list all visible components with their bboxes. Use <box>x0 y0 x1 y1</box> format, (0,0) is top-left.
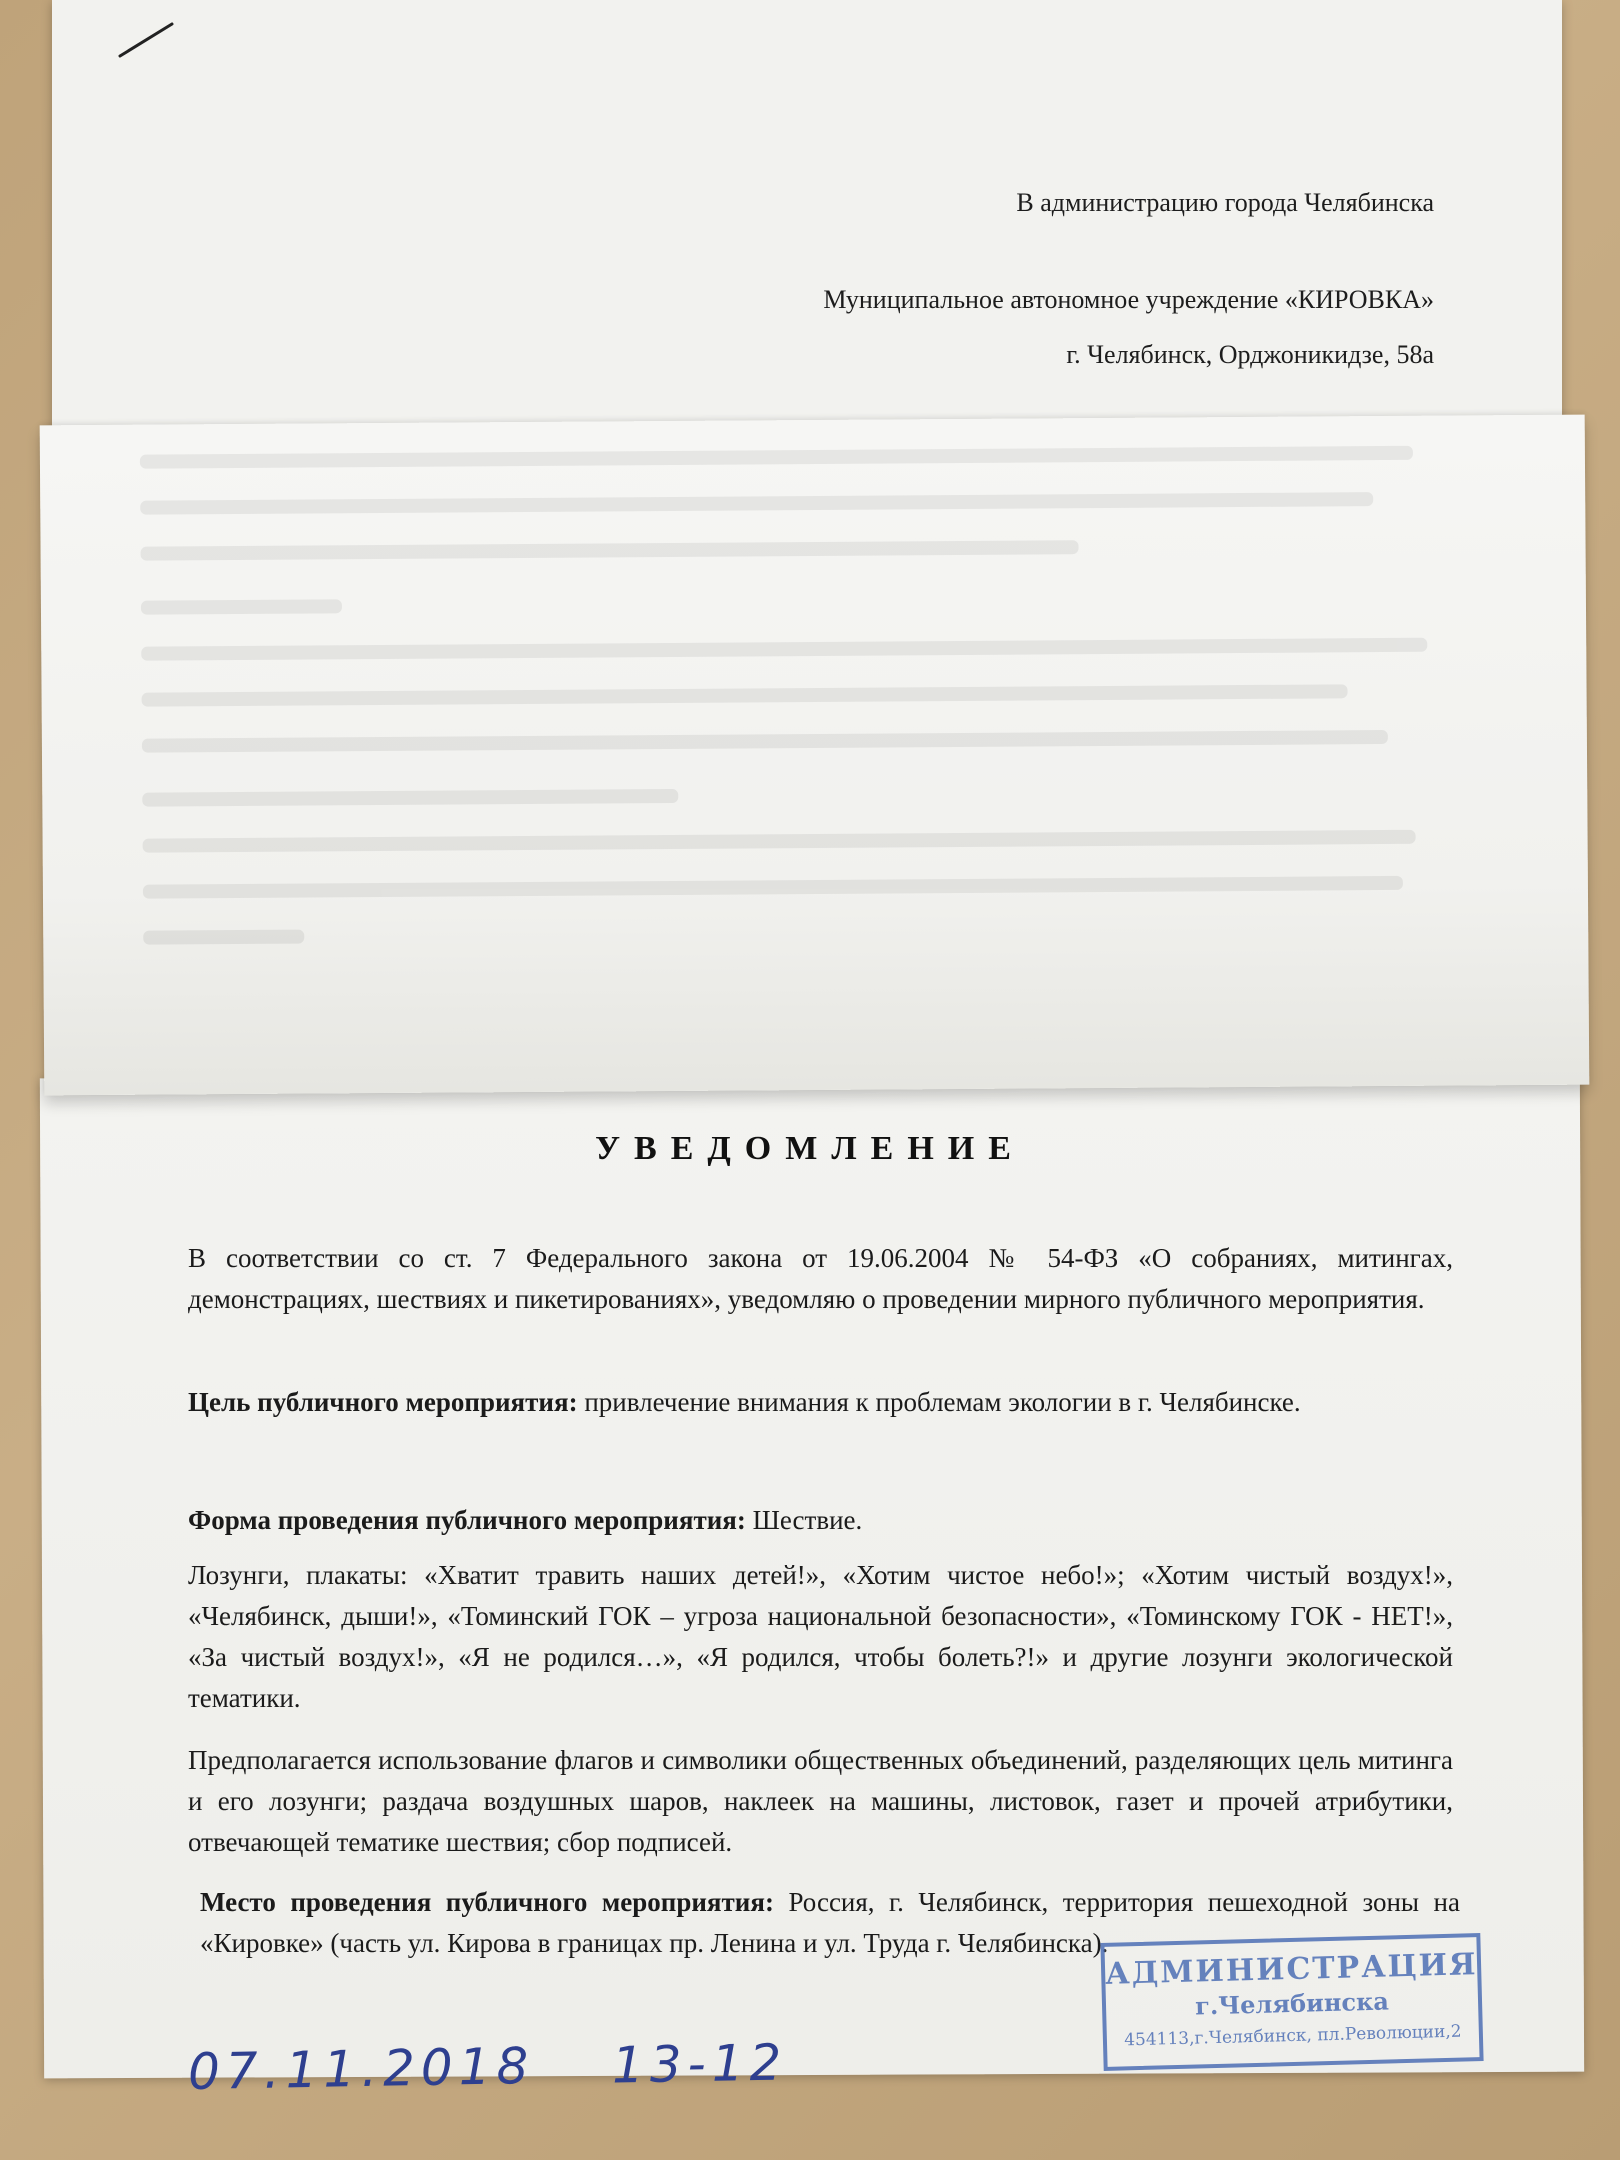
form-text: Шествие. <box>745 1505 863 1535</box>
recipient-line-2: Муниципальное автономное учреждение «КИРОВКА» <box>823 285 1434 314</box>
stamp-line-3: 454113,г.Челябинск, пл.Революции,2 <box>1123 2021 1462 2051</box>
goal-paragraph <box>188 1382 1453 1423</box>
goal-text: привлечение внимания к проблемам экологии в г. Челябинске. <box>577 1387 1301 1417</box>
show-through-text <box>140 445 1484 976</box>
usage-paragraph: Предполагается использование флагов и символики общественных объединений, разделяющих цель митинга и его лозунги; раздача воздушных шаров, наклеек на машины, листовок, газет и прочей атрибутики, отвечающей тематике шествия; сбор подписей. <box>188 1745 1453 1857</box>
handwritten-registration-number: 13-12 <box>611 2033 788 2095</box>
administration-stamp <box>1100 1933 1483 2071</box>
intro-paragraph: В соответствии со ст. 7 Федерального закона от 19.06.2004 № 54-ФЗ «О собраниях, митингах, демонстрациях, шествиях и пикетированиях», уведомляю о проведении мирного публичного мероприятия. <box>188 1243 1453 1314</box>
pen-tick-mark <box>118 20 178 60</box>
stamp-line-1: АДМИНИСТРАЦИЯ <box>1104 1947 1478 1992</box>
document-title: УВЕДОМЛЕНИЕ <box>595 1130 1025 1167</box>
recipient-address: г. Челябинск, Орджоникидзе, 58а <box>1066 340 1434 369</box>
slogans-paragraph: Лозунги, плакаты: «Хватит травить наших детей!», «Хотим чистое небо!»; «Хотим чистый воздух!», «Челябинск, дыши!», «Томинский ГОК – угроза национальной безопасности», «Томинскому ГОК - НЕТ!», «За чистый воздух!», «Я не родился…», «Я родился, чтобы болеть?!» и другие лозунги экологической тематики. <box>188 1560 1453 1713</box>
form-label: Форма проведения публичного мероприятия: <box>188 1505 746 1535</box>
place-label: Место проведения публичного мероприятия: <box>200 1887 774 1917</box>
form-paragraph <box>188 1500 1453 1541</box>
stamp-line-2: г.Челябинска <box>1194 1986 1390 2021</box>
recipient-line-1: В администрацию города Челябинска <box>1016 188 1434 217</box>
place-text: Россия, г. Челябинск, территория пешеходной зоны на «Кировке» (часть ул. Кирова в границах пр. Ленина и ул. Труда г. Челябинска). <box>200 1887 1460 1958</box>
handwritten-date: 07.11.2018 <box>187 2036 535 2102</box>
goal-label: Цель публичного мероприятия: <box>188 1387 578 1417</box>
folded-sheet-overlay <box>40 415 1590 1096</box>
